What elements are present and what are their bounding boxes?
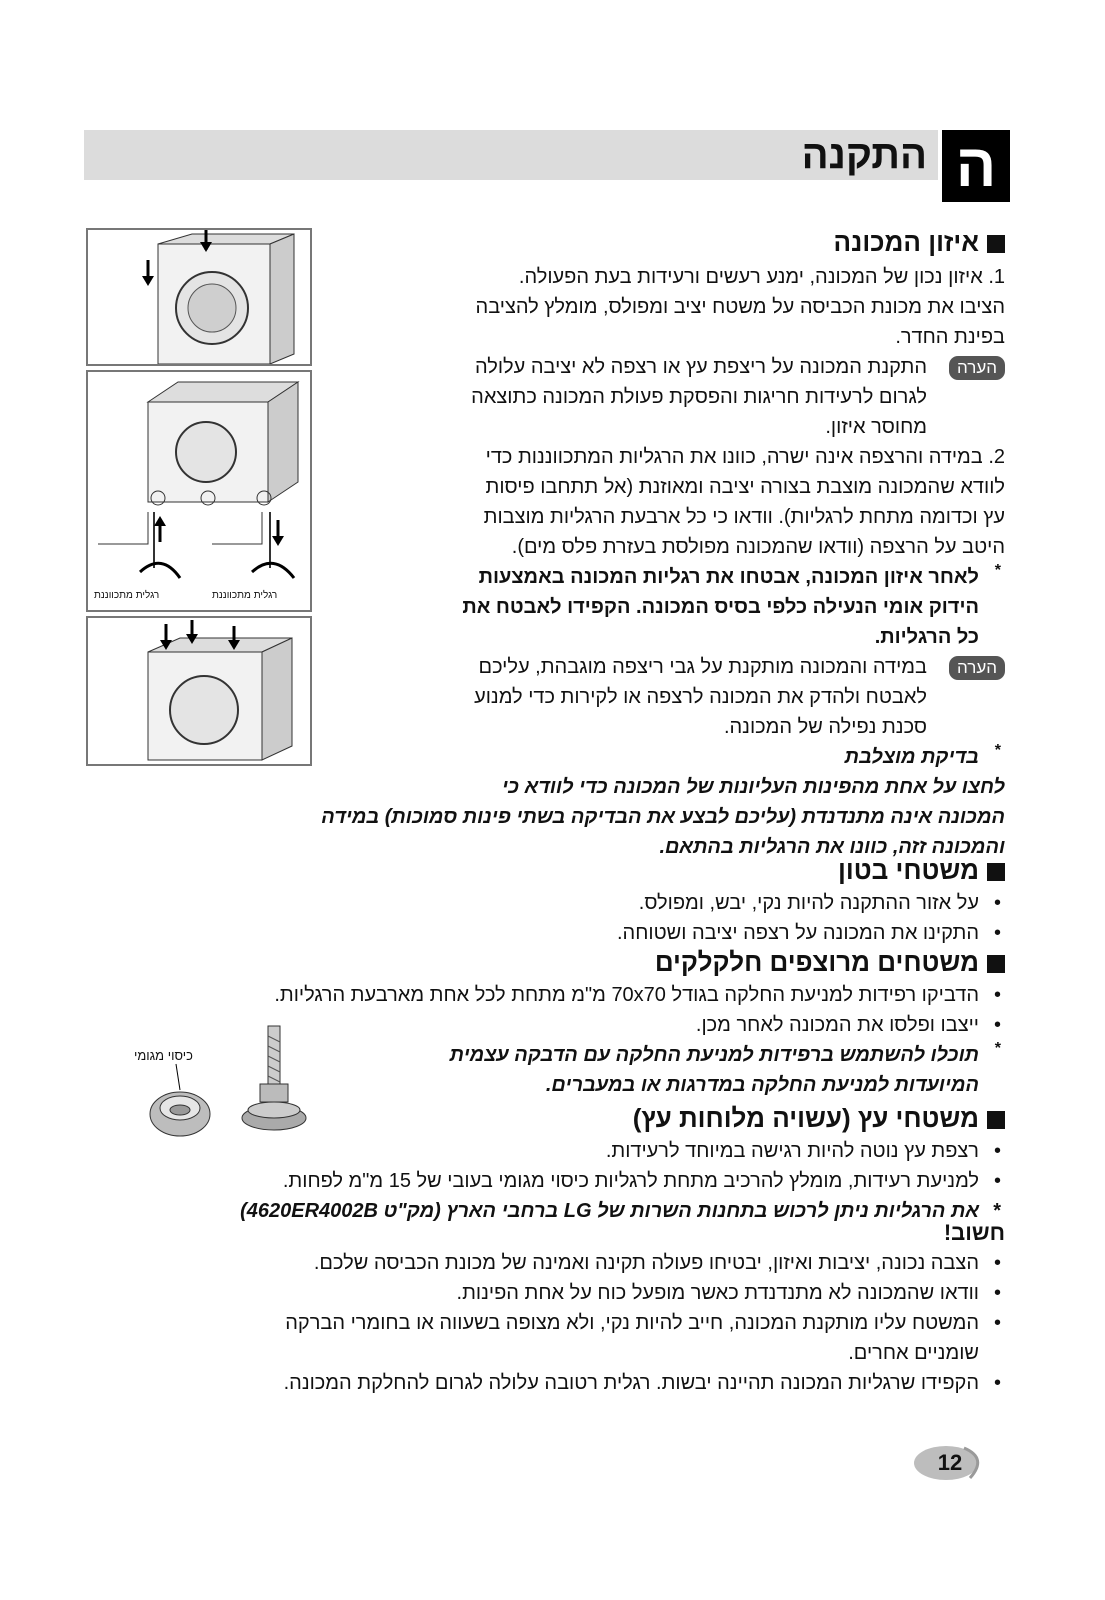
- note2-line3: סכנת נפילה של המכונה.: [723, 716, 927, 738]
- star1-line2: הידוק אומי הנעילה כלפי בסיס המכונה. הקפידו לאבטח את: [462, 596, 979, 618]
- section-tiles: [5, 944, 1005, 1100]
- note-badge: הערה: [949, 656, 1005, 680]
- section-concrete: [5, 852, 1005, 948]
- leg-label-left: רגלית מתכווננת: [94, 590, 160, 601]
- section-leveling: [95, 224, 1005, 862]
- page-title: התקנה: [801, 133, 927, 177]
- note2-line2: לאבטח ולהדק את המכונה לרצפה או לקירות כדי למנוע: [474, 686, 927, 708]
- note1-line1: התקנת המכונה על ריצפת עץ או רצפה לא יציבה עלולה: [474, 356, 927, 378]
- star-note-secure-legs: [95, 562, 1005, 652]
- important-item-continuation: שומניים אחרים.: [848, 1342, 979, 1364]
- chapter-letter-box: ה: [942, 130, 1010, 202]
- level-item2-line2: לוודא שהמכונה מוצבת בצורה יציבה ומאוזנת (אל תתחבו פיסות: [485, 476, 1005, 498]
- level-item1-line3: בפינת החדר.: [895, 326, 1005, 348]
- star-note-anti-slip: [5, 1040, 1005, 1100]
- section-wood: [5, 1100, 1005, 1226]
- star2-line2: המכונה אינה מתנדנדת (עליכם לבצע את הבדיקה בשתי פינות סמוכות) במידה: [321, 806, 1005, 828]
- important-item: • הקפידו שרגליות המכונה תהיינה יבשות. רגלית רטובה עלולה לגרום להחלקת המכונה.: [5, 1368, 1005, 1398]
- level-item2-line4: היטב על הרצפה (וודאו שהמכונה מפולסת בעזרת פלס מים).: [511, 536, 1005, 558]
- star2-line3: והמכונה זזה, כוונו את הרגליות בהתאם.: [659, 836, 1005, 858]
- wood-item: • רצפת עץ נוטה להיות רגישה במיוחד לרעידות.: [5, 1136, 1005, 1166]
- square-bullet-icon: [987, 863, 1005, 881]
- note-block-2: [95, 652, 1005, 742]
- star-note-rocking-check: [95, 742, 1005, 772]
- wood-item: • למניעת רעידות, מומלץ להרכיב מתחת לרגליות כיסוי מגומי בעובי של 15 מ"מ לפחות.: [5, 1166, 1005, 1196]
- level-item1-line1: 1. איזון נכון של המכונה, ימנע רעשים ורעידות בעת הפעולה.: [518, 266, 1005, 288]
- level-item2-line1: 2. במידה והרצפה אינה ישרה, כוונו את הרגליות המתכווננות כדי: [485, 446, 1005, 468]
- important-item: • המשטח עליו מותקנת המכונה, חייב להיות נקי, ולא מצופה בשעווה או בחומרי הברקה: [5, 1308, 1005, 1338]
- page-number-badge: [912, 1444, 988, 1482]
- wood-star-note: * את הרגליות ניתן לרכוש בתחנות השרות של LG ברחבי הארץ (מק"ט 4620ER4002B): [5, 1196, 1005, 1226]
- tiles-item: • ייצבו ופלסו את המכונה לאחר מכן.: [5, 1010, 1005, 1040]
- section-title-tiles: משטחים מרוצפים חלקלקים: [5, 944, 1005, 980]
- level-item2-line3: עץ וכדומה מתחת לרגליות). וודאו כי כל ארבעת הרגליות מוצבות: [483, 506, 1005, 528]
- section-important: [5, 1218, 1005, 1398]
- square-bullet-icon: [987, 235, 1005, 253]
- tiles-star-line1: * תוכלו להשתמש ברפידות למניעת החלקה עם הדבקה עצמית: [449, 1044, 979, 1066]
- square-bullet-icon: [987, 1111, 1005, 1129]
- concrete-item: • על אזור ההתקנה להיות נקי, יבש, ומפולס.: [5, 888, 1005, 918]
- note1-line3: מחוסר איזון.: [825, 416, 927, 438]
- note-badge: הערה: [949, 356, 1005, 380]
- important-item: • וודאו שהמכונה לא מתנדנדת כאשר מופעל כוח על אחת הפינות.: [5, 1278, 1005, 1308]
- concrete-item: • התקינו את המכונה על רצפה יציבה ושטוחה.: [5, 918, 1005, 948]
- leg-label-right: רגלית מתכווננת: [212, 590, 278, 601]
- page-number: 12: [937, 1450, 963, 1475]
- square-bullet-icon: [987, 955, 1005, 973]
- important-title: חשוב!: [943, 1220, 1005, 1245]
- star1-line1: * לאחר איזון המכונה, אבטחו את רגליות המכונה באמצעות: [478, 566, 979, 588]
- section-title-concrete: משטחי בטון: [5, 852, 1005, 888]
- star2-title: * בדיקת מוצלבת: [844, 746, 979, 768]
- note1-line2: לגרום לרעידות חריגות והפסקת פעולת המכונה כתוצאה: [471, 386, 927, 408]
- star2-line1: לחצו על אחת מהפינות העליונות של המכונה כדי לוודא כי: [501, 776, 1005, 798]
- note-block-1: [95, 352, 1005, 442]
- section-title-wood: משטחי עץ (עשויה מלוחות עץ): [5, 1100, 1005, 1136]
- tiles-item: • הדביקו רפידות למניעת החלקה בגודל 70x70 מ"מ מתחת לכל אחת מארבעת הרגליות.: [5, 980, 1005, 1010]
- note2-line1: במידה והמכונה מותקנת על גבי ריצפה מוגבהת, עליכם: [478, 656, 927, 678]
- rubber-cup-label: כיסוי מגומי: [134, 1048, 193, 1063]
- level-item1-line2: הציבו את מכונת הכביסה על משטח יציב ומפולס, מומלץ להציבה: [475, 296, 1005, 318]
- star1-line3: כל הרגליות.: [874, 626, 979, 648]
- tiles-star-line2: המיועדות למניעת החלקה במדרגות או במעברים.: [545, 1074, 979, 1096]
- section-title-leveling: איזון המכונה: [95, 224, 1005, 260]
- important-item: • הצבה נכונה, יציבות ואיזון, יבטיחו פעולה תקינה ואמינה של מכונת הכביסה שלכם.: [5, 1248, 1005, 1278]
